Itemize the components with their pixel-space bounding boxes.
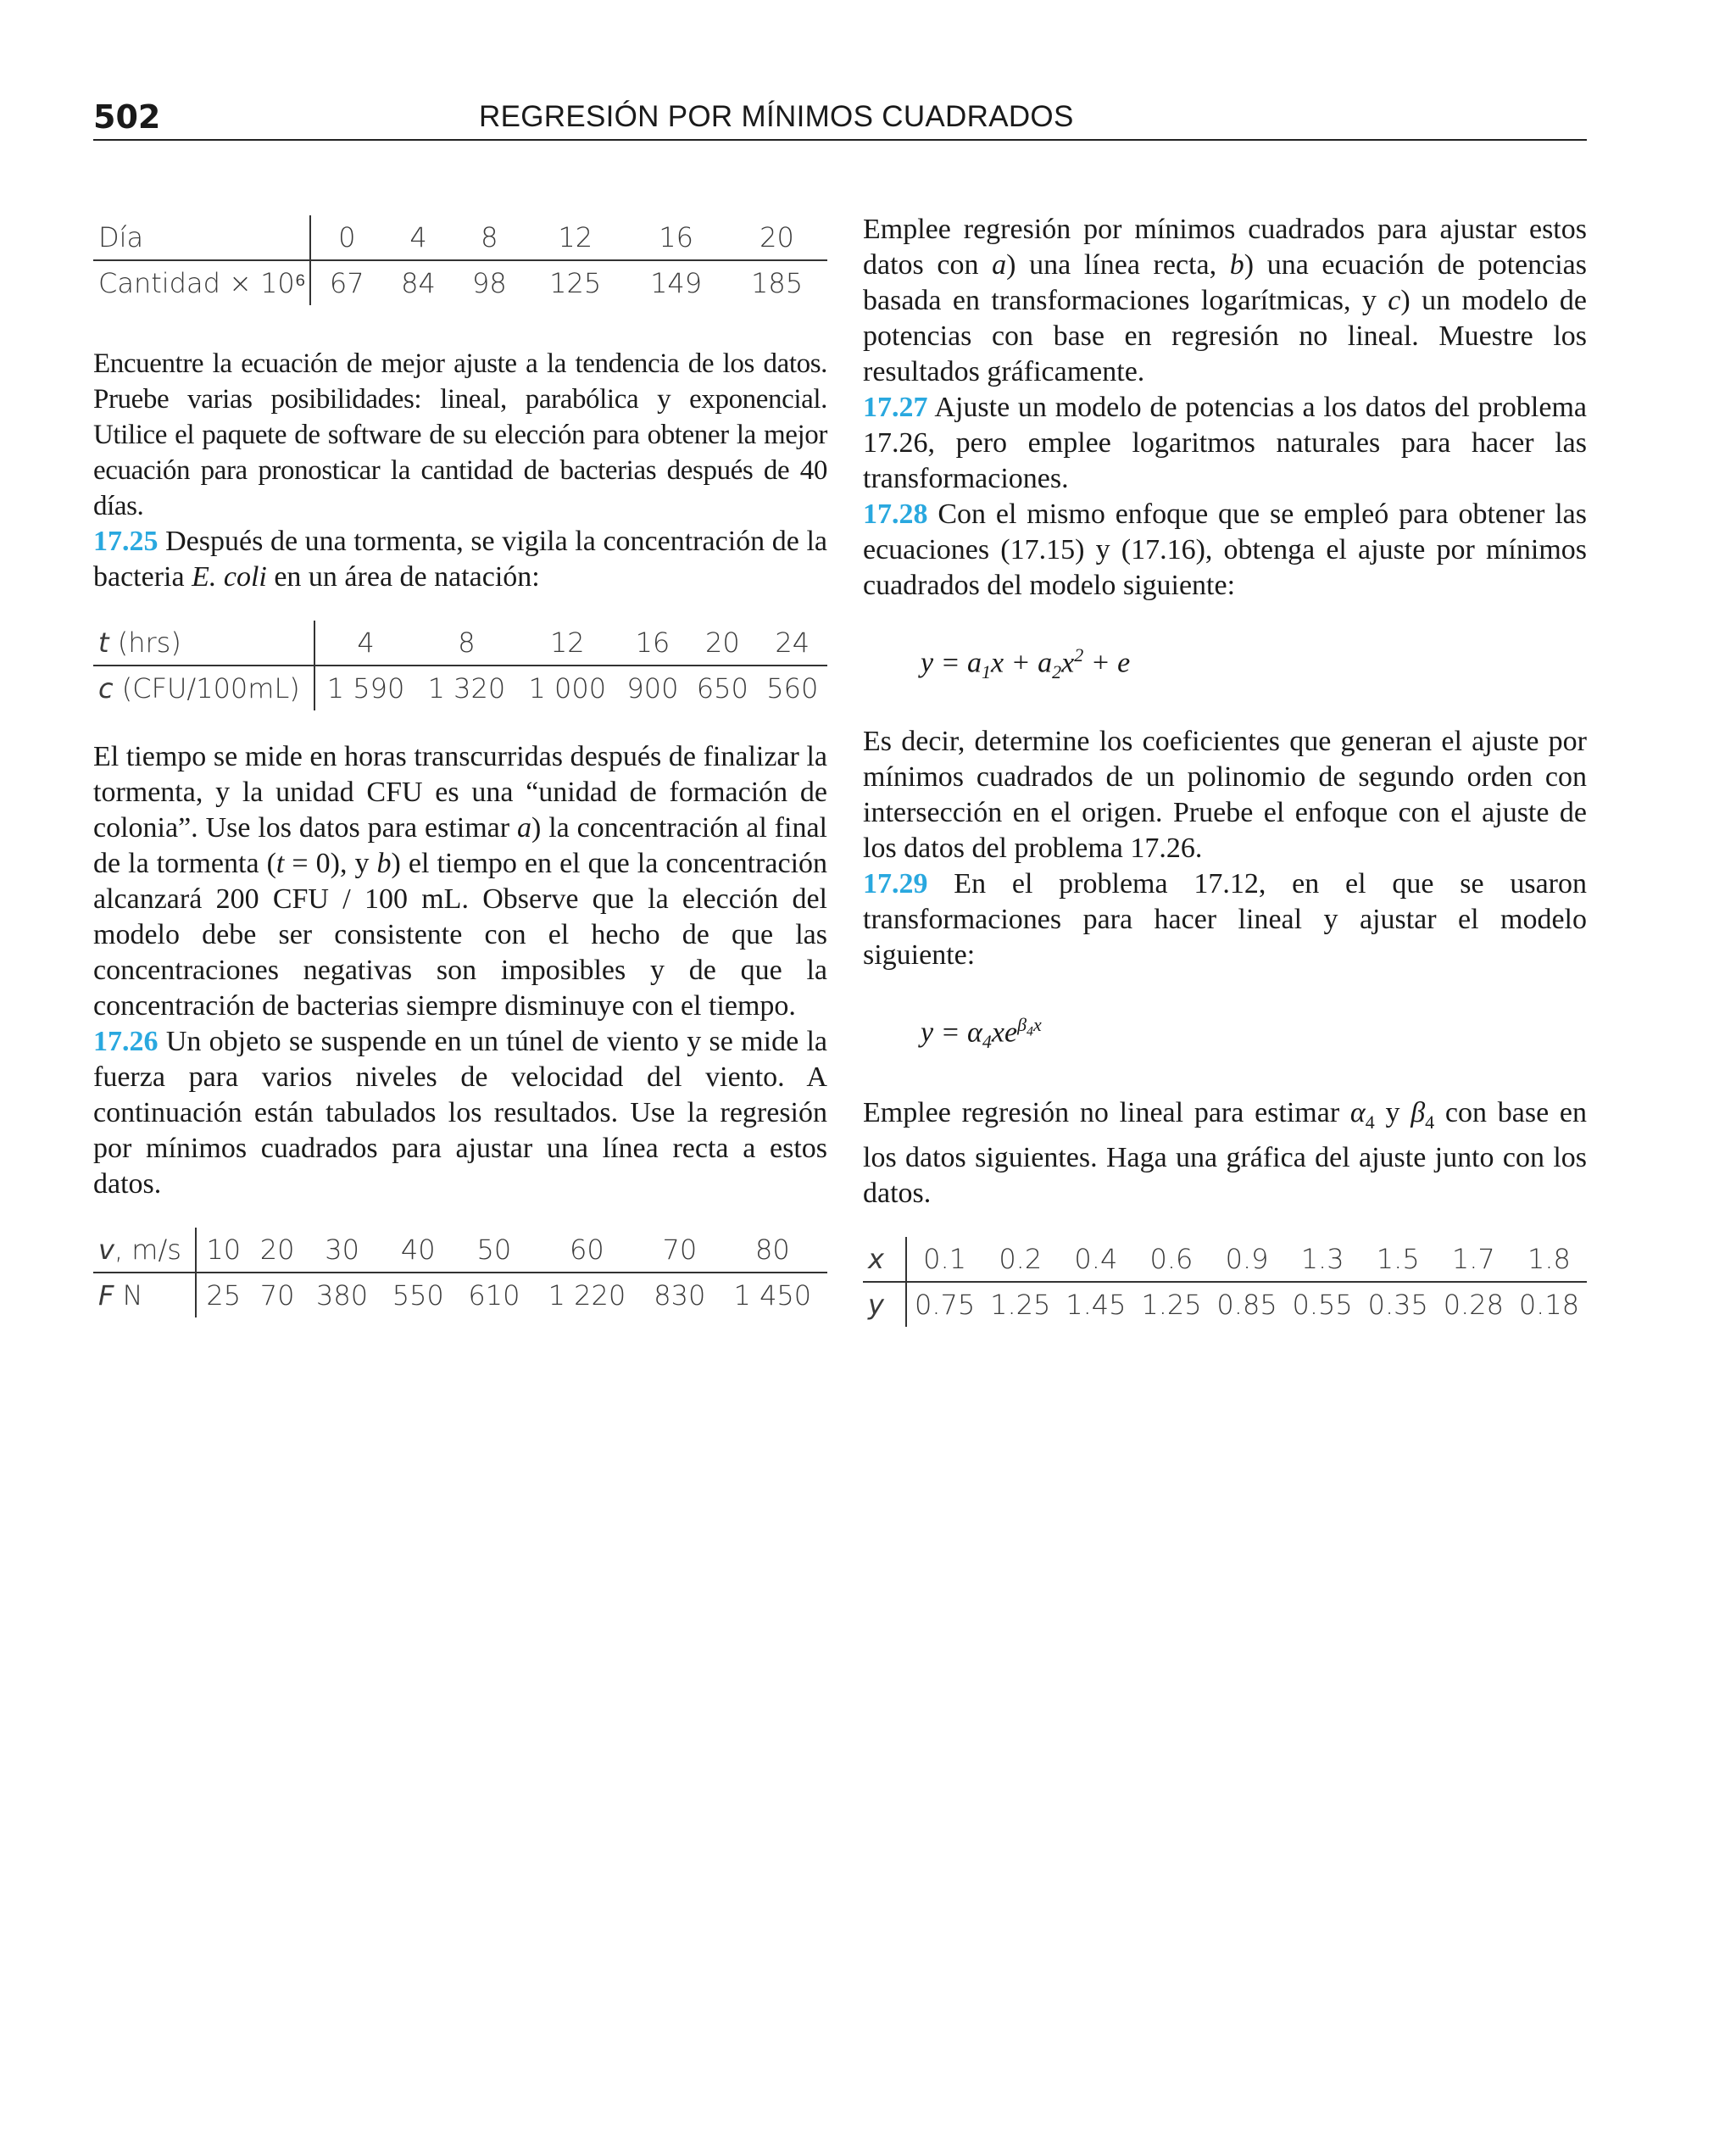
table-cell: 0.6 bbox=[1133, 1237, 1209, 1282]
table-bacteria-count bbox=[93, 215, 827, 305]
table-cell: 0 bbox=[310, 215, 383, 260]
row-label: y bbox=[863, 1282, 906, 1327]
table-cell: 125 bbox=[549, 267, 602, 299]
table-cell: 50 bbox=[456, 1228, 532, 1273]
table-cell: 0.9 bbox=[1210, 1237, 1285, 1282]
row-label: v, m/s bbox=[93, 1228, 196, 1273]
table-cell: 610 bbox=[468, 1279, 520, 1312]
table-cell: 12 bbox=[517, 621, 618, 666]
table-cell: 550 bbox=[392, 1279, 444, 1312]
row-label: x bbox=[863, 1237, 906, 1282]
table-cell: 0.55 bbox=[1292, 1289, 1353, 1322]
table-cell: 900 bbox=[626, 672, 679, 705]
problem-number: 17.26 bbox=[93, 1026, 159, 1057]
table-cell: 1.25 bbox=[1141, 1289, 1202, 1322]
table-cell: 20 bbox=[251, 1228, 304, 1273]
table-cell: 1.5 bbox=[1360, 1237, 1436, 1282]
table-row bbox=[93, 666, 827, 710]
table-nonlinear-data bbox=[863, 1237, 1587, 1327]
problem-17-29: 17.29 En el problema 17.12, en el que se usaron transformaciones para hacer lineal y ajustar el modelo siguiente: bbox=[863, 868, 1588, 972]
table-cell: 650 bbox=[696, 672, 748, 705]
table-row bbox=[93, 1228, 827, 1273]
table-cell: 80 bbox=[718, 1228, 827, 1273]
table-cell: 1.7 bbox=[1436, 1237, 1511, 1282]
right-column bbox=[863, 212, 1587, 1327]
table-cell: 185 bbox=[750, 267, 804, 299]
running-title: REGRESIÓN POR MÍNIMOS CUADRADOS bbox=[479, 100, 1074, 133]
table-cell: 40 bbox=[380, 1228, 456, 1273]
problem-number: 17.28 bbox=[863, 499, 928, 530]
table-row bbox=[93, 215, 827, 260]
table-cell: 67 bbox=[329, 267, 364, 299]
table-cell: 1 000 bbox=[528, 672, 607, 705]
problem-number: 17.27 bbox=[863, 392, 928, 423]
table-cell: 70 bbox=[642, 1228, 718, 1273]
table-row bbox=[863, 1237, 1587, 1282]
table-cell: 24 bbox=[758, 621, 827, 666]
table-cell: 12 bbox=[525, 215, 626, 260]
paragraph: Encuentre la ecuación de mejor ajuste a la tendencia de los datos. Pruebe varias posibilidades: lineal, parabólica y exponencial. Utilice el paquete de software de su elección para obtener la mejor ecuación para pronosticar la cantidad de bacterias después de 40 días. bbox=[93, 348, 827, 521]
table-cell: 1 450 bbox=[733, 1279, 812, 1312]
page-header bbox=[93, 95, 1587, 141]
table-cell: 0.85 bbox=[1216, 1289, 1277, 1322]
paragraph: Es decir, determine los coeficientes que generan el ajuste por mínimos cuadrados de un polinomio de segundo orden con intersección en el origen. Pruebe el enfoque con el ajuste de los datos del problema 17.26. bbox=[863, 726, 1587, 865]
table-cell: 0.2 bbox=[982, 1237, 1058, 1282]
problem-17-25: 17.25 Después de una tormenta, se vigila la concentración de la bacteria E. coli en un área de natación: bbox=[93, 526, 828, 593]
table-cell: 1 590 bbox=[326, 672, 405, 705]
table-row bbox=[863, 1282, 1587, 1327]
table-cell: 16 bbox=[618, 621, 687, 666]
left-column bbox=[93, 212, 827, 1317]
problem-number: 17.25 bbox=[93, 526, 159, 557]
table-cell: 0.28 bbox=[1443, 1289, 1504, 1322]
table-cell: 0.1 bbox=[906, 1237, 982, 1282]
table-cell: 149 bbox=[650, 267, 703, 299]
problem-number: 17.29 bbox=[863, 868, 928, 900]
paragraph: Emplee regresión no lineal para estimar $\alpha_4$ y $\beta_4$ con base en los datos siguientes. Haga una gráfica del ajuste junto con los datos. bbox=[863, 1097, 1587, 1210]
problem-17-28: 17.28 Con el mismo enfoque que se empleó para obtener las ecuaciones (17.15) y (17.16), obtenga el ajuste por mínimos cuadrados del modelo siguiente: bbox=[863, 499, 1588, 601]
table-row bbox=[93, 1273, 827, 1317]
table-cell: 0.75 bbox=[914, 1289, 976, 1322]
table-cell: 380 bbox=[316, 1279, 369, 1312]
problem-17-26: 17.26 Un objeto se suspende en un túnel de viento y se mide la fuerza para varios niveles de velocidad del viento. A continuación están tabulados los resultados. Use la regresión por mínimos cuadrados para ajustar una línea recta a estos datos. bbox=[93, 1026, 827, 1200]
row-label: t (hrs) bbox=[93, 621, 314, 666]
equation-exponential: $y = \alpha_4xe^{\beta_4x}$ bbox=[921, 1014, 1042, 1053]
table-cell: 830 bbox=[654, 1279, 706, 1312]
problem-17-27: 17.27 Ajuste un modelo de potencias a los datos del problema 17.26, pero emplee logaritmos naturales para hacer las transformaciones. bbox=[863, 392, 1587, 494]
table-cell: 30 bbox=[304, 1228, 381, 1273]
table-cell: 1.8 bbox=[1511, 1237, 1587, 1282]
paragraph: Emplee regresión por mínimos cuadrados para ajustar estos datos con a) una línea recta, b) una ecuación de potencias basada en transformaciones logarítmicas, y c) un modelo de potencias con base en regresión no lineal. Muestre los resultados gráficamente. bbox=[863, 214, 1588, 387]
table-row bbox=[93, 621, 827, 666]
table-cell: 25 bbox=[206, 1279, 242, 1312]
table-wind-tunnel bbox=[93, 1228, 827, 1317]
table-row bbox=[93, 260, 827, 305]
equation-quadratic: $y = a_1x + a_2x^2 + e$ bbox=[921, 644, 1131, 683]
table-cell: 8 bbox=[416, 621, 517, 666]
paragraph: El tiempo se mide en horas transcurridas después de finalizar la tormenta, y la unidad CFU es una “unidad de formación de colonia”. Use los datos para estimar a) la concentración al final de la tormenta (t = 0), y b) el tiempo en el que la concentración alcanzará 200 CFU / 100 mL. Observe que la elección del modelo debe ser consistente con el hecho de que las concentraciones negativas son imposibles y de que la concentración de bacterias siempre disminuye con el tiempo. bbox=[93, 741, 828, 1022]
table-cell: 4 bbox=[314, 621, 416, 666]
table-cell: 10 bbox=[196, 1228, 251, 1273]
table-cell: 70 bbox=[259, 1279, 295, 1312]
table-cell: 1.3 bbox=[1285, 1237, 1360, 1282]
row-label: Día bbox=[93, 215, 310, 260]
table-cell: 1 220 bbox=[548, 1279, 626, 1312]
table-cell: 60 bbox=[532, 1228, 642, 1273]
table-cell: 4 bbox=[383, 215, 454, 260]
table-cell: 0.4 bbox=[1058, 1237, 1133, 1282]
row-label: c (CFU/100mL) bbox=[93, 666, 314, 710]
row-label: Cantidad × 10⁶ bbox=[93, 260, 310, 305]
table-ecoli bbox=[93, 621, 827, 710]
table-cell: 8 bbox=[453, 215, 525, 260]
table-cell: 560 bbox=[766, 672, 819, 705]
table-cell: 0.35 bbox=[1367, 1289, 1428, 1322]
table-cell: 98 bbox=[471, 267, 507, 299]
table-cell: 1 320 bbox=[427, 672, 506, 705]
table-cell: 1.25 bbox=[990, 1289, 1051, 1322]
table-cell: 0.18 bbox=[1518, 1289, 1580, 1322]
table-cell: 1.45 bbox=[1066, 1289, 1127, 1322]
page-number: 502 bbox=[93, 98, 161, 136]
table-cell: 20 bbox=[687, 621, 757, 666]
table-cell: 20 bbox=[726, 215, 827, 260]
table-cell: 16 bbox=[626, 215, 726, 260]
row-label: F N bbox=[93, 1273, 196, 1317]
table-cell: 84 bbox=[401, 267, 436, 299]
